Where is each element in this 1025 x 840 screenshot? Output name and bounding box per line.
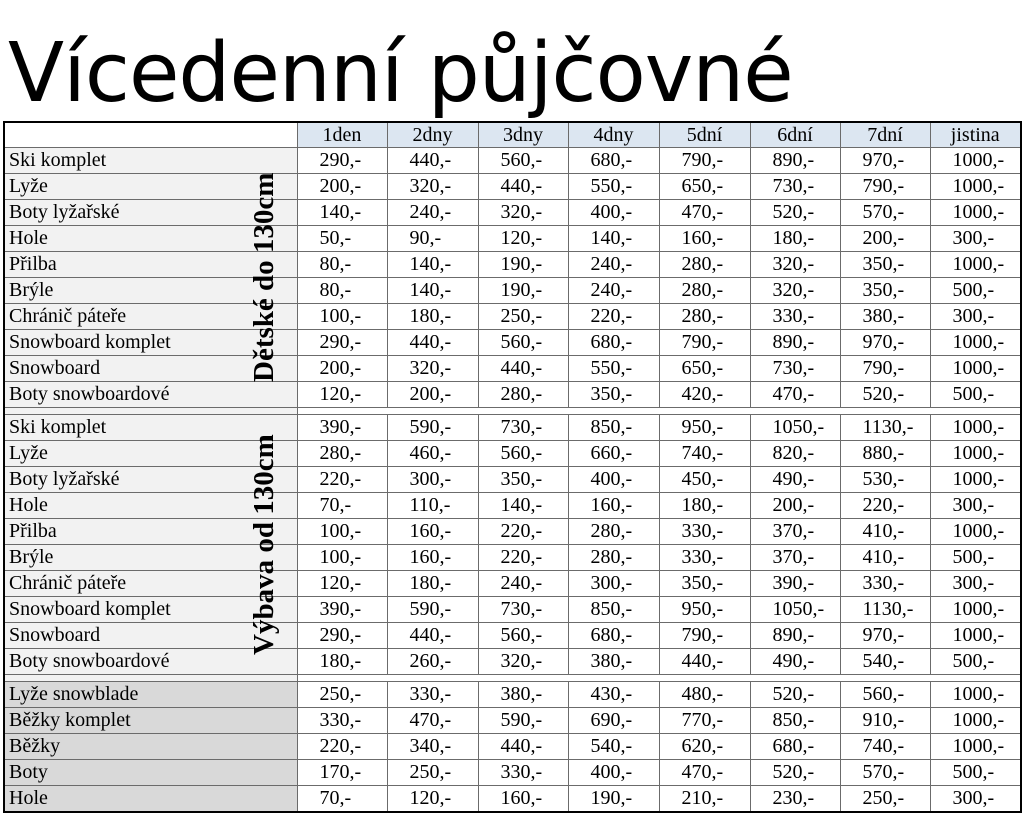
price-cell: 220,-	[840, 493, 930, 519]
price-cell: 590,-	[478, 708, 568, 734]
price-cell: 1000,-	[930, 174, 1021, 200]
item-name: Přilba	[4, 252, 297, 278]
price-cell: 300,-	[930, 493, 1021, 519]
header-cell: 3dny	[478, 122, 568, 148]
table-row	[4, 278, 1021, 304]
price-cell: 420,-	[659, 382, 750, 408]
price-cell: 280,-	[659, 252, 750, 278]
price-cell: 330,-	[297, 708, 387, 734]
price-cell: 120,-	[478, 226, 568, 252]
price-cell: 790,-	[659, 148, 750, 174]
table-row	[4, 330, 1021, 356]
price-cell: 680,-	[568, 148, 659, 174]
price-cell: 440,-	[387, 330, 478, 356]
price-cell: 160,-	[387, 519, 478, 545]
price-cell: 950,-	[659, 597, 750, 623]
price-cell: 220,-	[478, 519, 568, 545]
price-cell: 560,-	[840, 682, 930, 708]
price-cell: 1000,-	[930, 623, 1021, 649]
price-cell: 480,-	[659, 682, 750, 708]
price-cell: 330,-	[659, 545, 750, 571]
price-cell: 470,-	[659, 760, 750, 786]
price-cell: 730,-	[478, 415, 568, 441]
price-cell: 80,-	[297, 278, 387, 304]
item-name: Chránič páteře	[4, 304, 297, 330]
table-row	[4, 708, 1021, 734]
price-cell: 570,-	[840, 760, 930, 786]
price-cell: 220,-	[478, 545, 568, 571]
price-cell: 320,-	[478, 200, 568, 226]
price-cell: 890,-	[750, 148, 840, 174]
price-cell: 210,-	[659, 786, 750, 813]
item-name: Boty	[4, 760, 297, 786]
price-cell: 1000,-	[930, 200, 1021, 226]
item-name: Lyže	[4, 174, 297, 200]
price-cell: 740,-	[840, 734, 930, 760]
price-cell: 390,-	[297, 415, 387, 441]
price-cell: 50,-	[297, 226, 387, 252]
price-cell: 1000,-	[930, 356, 1021, 382]
price-cell: 320,-	[478, 649, 568, 675]
price-cell: 280,-	[568, 545, 659, 571]
price-cell: 540,-	[568, 734, 659, 760]
table-row	[4, 415, 1021, 441]
price-cell: 300,-	[387, 467, 478, 493]
price-cell: 530,-	[840, 467, 930, 493]
price-cell: 1000,-	[930, 148, 1021, 174]
price-cell: 350,-	[840, 278, 930, 304]
price-cell: 1000,-	[930, 467, 1021, 493]
price-cell: 500,-	[930, 382, 1021, 408]
price-cell: 380,-	[840, 304, 930, 330]
table-row	[4, 441, 1021, 467]
table-row	[4, 252, 1021, 278]
price-cell: 180,-	[297, 649, 387, 675]
price-cell: 100,-	[297, 519, 387, 545]
price-cell: 740,-	[659, 441, 750, 467]
price-cell: 660,-	[568, 441, 659, 467]
price-cell: 430,-	[568, 682, 659, 708]
price-cell: 290,-	[297, 148, 387, 174]
price-cell: 470,-	[659, 200, 750, 226]
price-cell: 190,-	[478, 252, 568, 278]
item-name: Boty snowboardové	[4, 649, 297, 675]
price-cell: 500,-	[930, 649, 1021, 675]
table-row	[4, 682, 1021, 708]
price-cell: 240,-	[568, 278, 659, 304]
price-cell: 330,-	[387, 682, 478, 708]
price-cell: 590,-	[387, 415, 478, 441]
price-cell: 410,-	[840, 519, 930, 545]
table-row	[4, 200, 1021, 226]
price-cell: 300,-	[930, 571, 1021, 597]
header-cell: jistina	[930, 122, 1021, 148]
price-cell: 100,-	[297, 304, 387, 330]
price-cell: 190,-	[568, 786, 659, 813]
group-separator	[4, 408, 1021, 415]
price-cell: 140,-	[387, 278, 478, 304]
price-cell: 280,-	[659, 278, 750, 304]
price-cell: 170,-	[297, 760, 387, 786]
table-row	[4, 174, 1021, 200]
price-cell: 330,-	[750, 304, 840, 330]
group-label-kids: Dětské do 130cm	[248, 172, 280, 382]
price-cell: 190,-	[478, 278, 568, 304]
price-cell: 440,-	[478, 734, 568, 760]
price-cell: 70,-	[297, 493, 387, 519]
price-cell: 620,-	[659, 734, 750, 760]
price-cell: 340,-	[387, 734, 478, 760]
price-cell: 300,-	[930, 786, 1021, 813]
group-separator	[4, 675, 1021, 682]
separator-cell	[297, 675, 1021, 682]
price-cell: 1130,-	[840, 415, 930, 441]
price-cell: 970,-	[840, 330, 930, 356]
price-cell: 1050,-	[750, 415, 840, 441]
price-cell: 880,-	[840, 441, 930, 467]
price-cell: 260,-	[387, 649, 478, 675]
price-cell: 440,-	[478, 174, 568, 200]
item-name: Lyže snowblade	[4, 682, 297, 708]
price-cell: 820,-	[750, 441, 840, 467]
price-cell: 290,-	[297, 623, 387, 649]
price-cell: 380,-	[568, 649, 659, 675]
price-cell: 160,-	[568, 493, 659, 519]
price-cell: 490,-	[750, 649, 840, 675]
price-cell: 220,-	[297, 467, 387, 493]
price-cell: 140,-	[478, 493, 568, 519]
price-cell: 1000,-	[930, 415, 1021, 441]
separator-cell	[4, 408, 297, 415]
item-name: Chránič páteře	[4, 571, 297, 597]
price-cell: 680,-	[568, 330, 659, 356]
price-cell: 300,-	[930, 304, 1021, 330]
table-row	[4, 623, 1021, 649]
price-cell: 1000,-	[930, 682, 1021, 708]
price-cell: 320,-	[750, 278, 840, 304]
price-cell: 400,-	[568, 467, 659, 493]
price-cell: 470,-	[387, 708, 478, 734]
price-cell: 650,-	[659, 356, 750, 382]
price-cell: 1000,-	[930, 734, 1021, 760]
price-cell: 140,-	[568, 226, 659, 252]
header-cell: 1den	[297, 122, 387, 148]
price-cell: 120,-	[387, 786, 478, 813]
item-name: Boty lyžařské	[4, 200, 297, 226]
price-cell: 350,-	[840, 252, 930, 278]
price-cell: 280,-	[297, 441, 387, 467]
price-cell: 200,-	[387, 382, 478, 408]
table-row	[4, 493, 1021, 519]
header-blank-cell	[4, 122, 297, 148]
price-cell: 730,-	[750, 174, 840, 200]
price-cell: 570,-	[840, 200, 930, 226]
price-cell: 910,-	[840, 708, 930, 734]
item-name: Běžky komplet	[4, 708, 297, 734]
price-cell: 330,-	[659, 519, 750, 545]
price-cell: 280,-	[659, 304, 750, 330]
price-table-body	[4, 148, 1021, 813]
price-table	[3, 121, 1022, 813]
price-cell: 680,-	[568, 623, 659, 649]
price-cell: 200,-	[297, 356, 387, 382]
price-cell: 790,-	[659, 623, 750, 649]
table-row	[4, 382, 1021, 408]
price-cell: 200,-	[840, 226, 930, 252]
header-cell: 7dní	[840, 122, 930, 148]
price-cell: 280,-	[478, 382, 568, 408]
table-row	[4, 597, 1021, 623]
item-name: Ski komplet	[4, 415, 297, 441]
table-row	[4, 226, 1021, 252]
item-name: Snowboard	[4, 623, 297, 649]
price-cell: 350,-	[568, 382, 659, 408]
header-cell: 6dní	[750, 122, 840, 148]
price-cell: 890,-	[750, 330, 840, 356]
price-cell: 180,-	[387, 304, 478, 330]
header-cell: 4dny	[568, 122, 659, 148]
header-cell: 5dní	[659, 122, 750, 148]
price-cell: 850,-	[568, 415, 659, 441]
price-cell: 520,-	[750, 682, 840, 708]
price-cell: 440,-	[387, 623, 478, 649]
item-name: Lyže	[4, 441, 297, 467]
page-title: Vícedenní půjčovné	[8, 26, 793, 121]
price-cell: 770,-	[659, 708, 750, 734]
price-cell: 240,-	[568, 252, 659, 278]
price-cell: 790,-	[840, 174, 930, 200]
price-cell: 300,-	[568, 571, 659, 597]
table-row	[4, 304, 1021, 330]
price-cell: 180,-	[659, 493, 750, 519]
price-cell: 200,-	[297, 174, 387, 200]
price-cell: 470,-	[750, 382, 840, 408]
price-cell: 500,-	[930, 545, 1021, 571]
price-cell: 590,-	[387, 597, 478, 623]
price-cell: 380,-	[478, 682, 568, 708]
price-cell: 350,-	[478, 467, 568, 493]
item-name: Boty lyžařské	[4, 467, 297, 493]
price-cell: 200,-	[750, 493, 840, 519]
group-label-adults: Výbava od 130cm	[248, 434, 280, 655]
price-cell: 790,-	[659, 330, 750, 356]
header-cell: 2dny	[387, 122, 478, 148]
price-cell: 250,-	[387, 760, 478, 786]
table-row	[4, 649, 1021, 675]
price-cell: 520,-	[750, 760, 840, 786]
price-cell: 240,-	[387, 200, 478, 226]
price-cell: 220,-	[568, 304, 659, 330]
price-cell: 950,-	[659, 415, 750, 441]
price-cell: 1000,-	[930, 252, 1021, 278]
price-cell: 250,-	[840, 786, 930, 813]
price-cell: 180,-	[387, 571, 478, 597]
table-row	[4, 760, 1021, 786]
item-name: Hole	[4, 786, 297, 813]
price-cell: 280,-	[568, 519, 659, 545]
item-name: Hole	[4, 226, 297, 252]
price-cell: 1050,-	[750, 597, 840, 623]
price-cell: 350,-	[659, 571, 750, 597]
price-cell: 320,-	[387, 174, 478, 200]
price-cell: 690,-	[568, 708, 659, 734]
price-cell: 560,-	[478, 148, 568, 174]
table-row	[4, 519, 1021, 545]
price-cell: 560,-	[478, 623, 568, 649]
price-cell: 140,-	[297, 200, 387, 226]
price-cell: 890,-	[750, 623, 840, 649]
price-cell: 400,-	[568, 200, 659, 226]
item-name: Hole	[4, 493, 297, 519]
price-cell: 330,-	[478, 760, 568, 786]
price-cell: 250,-	[297, 682, 387, 708]
price-cell: 550,-	[568, 356, 659, 382]
price-cell: 330,-	[840, 571, 930, 597]
separator-cell	[4, 675, 297, 682]
item-name: Ski komplet	[4, 148, 297, 174]
price-cell: 540,-	[840, 649, 930, 675]
item-name: Brýle	[4, 278, 297, 304]
table-row	[4, 356, 1021, 382]
price-cell: 500,-	[930, 278, 1021, 304]
header-row	[4, 122, 1021, 148]
price-cell: 560,-	[478, 330, 568, 356]
price-cell: 1000,-	[930, 519, 1021, 545]
item-name: Přilba	[4, 519, 297, 545]
price-cell: 450,-	[659, 467, 750, 493]
table-row	[4, 545, 1021, 571]
price-cell: 970,-	[840, 623, 930, 649]
price-cell: 160,-	[659, 226, 750, 252]
price-cell: 320,-	[387, 356, 478, 382]
price-cell: 520,-	[750, 200, 840, 226]
price-cell: 120,-	[297, 382, 387, 408]
item-name: Snowboard komplet	[4, 330, 297, 356]
price-cell: 500,-	[930, 760, 1021, 786]
table-row	[4, 148, 1021, 174]
price-cell: 160,-	[387, 545, 478, 571]
price-cell: 110,-	[387, 493, 478, 519]
price-cell: 1130,-	[840, 597, 930, 623]
price-cell: 320,-	[750, 252, 840, 278]
price-cell: 240,-	[478, 571, 568, 597]
price-cell: 400,-	[568, 760, 659, 786]
price-cell: 120,-	[297, 571, 387, 597]
price-cell: 290,-	[297, 330, 387, 356]
price-cell: 180,-	[750, 226, 840, 252]
price-cell: 730,-	[750, 356, 840, 382]
price-cell: 850,-	[750, 708, 840, 734]
price-cell: 390,-	[750, 571, 840, 597]
price-cell: 250,-	[478, 304, 568, 330]
price-cell: 440,-	[659, 649, 750, 675]
price-cell: 850,-	[568, 597, 659, 623]
table-row	[4, 734, 1021, 760]
table-row	[4, 786, 1021, 813]
price-cell: 440,-	[478, 356, 568, 382]
price-cell: 300,-	[930, 226, 1021, 252]
price-cell: 370,-	[750, 519, 840, 545]
price-cell: 520,-	[840, 382, 930, 408]
price-cell: 410,-	[840, 545, 930, 571]
item-name: Brýle	[4, 545, 297, 571]
table-row	[4, 571, 1021, 597]
table-row	[4, 467, 1021, 493]
price-cell: 1000,-	[930, 708, 1021, 734]
price-cell: 970,-	[840, 148, 930, 174]
price-cell: 1000,-	[930, 330, 1021, 356]
price-cell: 70,-	[297, 786, 387, 813]
price-cell: 730,-	[478, 597, 568, 623]
price-cell: 790,-	[840, 356, 930, 382]
price-cell: 460,-	[387, 441, 478, 467]
item-name: Boty snowboardové	[4, 382, 297, 408]
price-cell: 1000,-	[930, 597, 1021, 623]
price-cell: 680,-	[750, 734, 840, 760]
price-cell: 160,-	[478, 786, 568, 813]
item-name: Běžky	[4, 734, 297, 760]
price-cell: 1000,-	[930, 441, 1021, 467]
price-cell: 650,-	[659, 174, 750, 200]
price-cell: 440,-	[387, 148, 478, 174]
price-cell: 370,-	[750, 545, 840, 571]
price-cell: 80,-	[297, 252, 387, 278]
separator-cell	[297, 408, 1021, 415]
item-name: Snowboard	[4, 356, 297, 382]
price-cell: 390,-	[297, 597, 387, 623]
price-cell: 140,-	[387, 252, 478, 278]
price-cell: 230,-	[750, 786, 840, 813]
price-cell: 220,-	[297, 734, 387, 760]
price-cell: 490,-	[750, 467, 840, 493]
item-name: Snowboard komplet	[4, 597, 297, 623]
price-cell: 90,-	[387, 226, 478, 252]
price-cell: 550,-	[568, 174, 659, 200]
price-cell: 100,-	[297, 545, 387, 571]
price-cell: 560,-	[478, 441, 568, 467]
